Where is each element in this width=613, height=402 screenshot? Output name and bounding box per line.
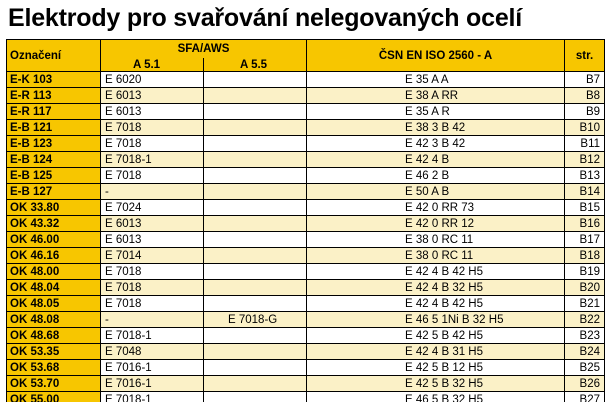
cell-iso: E 42 4 B 42 H5 <box>307 296 565 312</box>
cell-designation: OK 53.68 <box>7 360 101 376</box>
cell-a55 <box>204 264 307 280</box>
cell-page: B20 <box>565 280 605 296</box>
cell-designation: OK 48.05 <box>7 296 101 312</box>
cell-a55 <box>204 328 307 344</box>
header-row-1 <box>7 40 605 59</box>
table-row <box>7 296 605 312</box>
cell-a51: E 7018 <box>101 264 204 280</box>
cell-designation: OK 46.16 <box>7 248 101 264</box>
cell-designation: OK 48.00 <box>7 264 101 280</box>
cell-iso: E 42 5 B 42 H5 <box>307 328 565 344</box>
cell-designation: OK 53.35 <box>7 344 101 360</box>
cell-iso: E 42 5 B 32 H5 <box>307 376 565 392</box>
cell-a51: E 7018-1 <box>101 392 204 402</box>
cell-page: B27 <box>565 392 605 402</box>
cell-iso: E 42 0 RR 12 <box>307 216 565 232</box>
cell-designation: OK 33.80 <box>7 200 101 216</box>
cell-a51: E 6013 <box>101 232 204 248</box>
cell-page: B21 <box>565 296 605 312</box>
cell-designation: OK 48.04 <box>7 280 101 296</box>
cell-a51: E 6013 <box>101 216 204 232</box>
table-row <box>7 264 605 280</box>
cell-a51: E 7018 <box>101 136 204 152</box>
cell-page: B7 <box>565 72 605 88</box>
table-row <box>7 168 605 184</box>
cell-designation: E-R 117 <box>7 104 101 120</box>
table-row <box>7 344 605 360</box>
cell-designation: E-B 127 <box>7 184 101 200</box>
cell-iso: E 50 A B <box>307 184 565 200</box>
cell-a51: E 7016-1 <box>101 376 204 392</box>
cell-page: B18 <box>565 248 605 264</box>
table-header <box>7 40 605 72</box>
cell-page: B9 <box>565 104 605 120</box>
cell-a51: E 6013 <box>101 104 204 120</box>
cell-page: B15 <box>565 200 605 216</box>
table-row <box>7 360 605 376</box>
cell-a51: E 7018-1 <box>101 328 204 344</box>
table-body <box>7 72 605 402</box>
table-row <box>7 216 605 232</box>
cell-iso: E 42 5 B 12 H5 <box>307 360 565 376</box>
cell-designation: OK 48.08 <box>7 312 101 328</box>
table-row <box>7 392 605 402</box>
cell-page: B24 <box>565 344 605 360</box>
cell-a51: E 7014 <box>101 248 204 264</box>
cell-a55 <box>204 152 307 168</box>
cell-iso: E 38 3 B 42 <box>307 120 565 136</box>
electrode-table <box>6 39 605 402</box>
cell-a55 <box>204 232 307 248</box>
cell-a51: - <box>101 312 204 328</box>
cell-a55 <box>204 216 307 232</box>
table-row <box>7 120 605 136</box>
cell-iso: E 42 3 B 42 <box>307 136 565 152</box>
cell-page: B8 <box>565 88 605 104</box>
cell-a55 <box>204 376 307 392</box>
cell-designation: E-R 113 <box>7 88 101 104</box>
cell-a51: E 7048 <box>101 344 204 360</box>
table-row <box>7 152 605 168</box>
table-row <box>7 312 605 328</box>
cell-page: B22 <box>565 312 605 328</box>
header-sfa-aws: SFA/AWS <box>101 40 307 59</box>
cell-a51: E 7018 <box>101 168 204 184</box>
cell-designation: E-B 124 <box>7 152 101 168</box>
cell-designation: E-B 121 <box>7 120 101 136</box>
page-title: Elektrody pro svařování nelegovaných ocelí <box>8 4 523 32</box>
cell-page: B25 <box>565 360 605 376</box>
table-row <box>7 104 605 120</box>
cell-iso: E 42 4 B 32 H5 <box>307 280 565 296</box>
cell-page: B26 <box>565 376 605 392</box>
cell-designation: OK 48.68 <box>7 328 101 344</box>
table-row <box>7 232 605 248</box>
cell-a55 <box>204 200 307 216</box>
cell-a55 <box>204 360 307 376</box>
cell-a55 <box>204 136 307 152</box>
cell-iso: E 38 0 RC 11 <box>307 248 565 264</box>
table-row <box>7 200 605 216</box>
cell-a55 <box>204 88 307 104</box>
cell-iso: E 46 2 B <box>307 168 565 184</box>
cell-iso: E 38 0 RC 11 <box>307 232 565 248</box>
cell-a51: E 6020 <box>101 72 204 88</box>
cell-designation: OK 55.00 <box>7 392 101 402</box>
cell-a55: E 7018-G <box>204 312 307 328</box>
cell-iso: E 38 A RR <box>307 88 565 104</box>
cell-iso: E 35 A A <box>307 72 565 88</box>
table-row <box>7 184 605 200</box>
cell-designation: E-B 123 <box>7 136 101 152</box>
table-row <box>7 280 605 296</box>
header-page: str. <box>565 40 605 72</box>
cell-designation: OK 46.00 <box>7 232 101 248</box>
cell-a51: E 7018 <box>101 120 204 136</box>
cell-a55 <box>204 392 307 402</box>
cell-a51: E 6013 <box>101 88 204 104</box>
cell-a51: - <box>101 184 204 200</box>
cell-page: B13 <box>565 168 605 184</box>
cell-a55 <box>204 104 307 120</box>
cell-a51: E 7018 <box>101 280 204 296</box>
cell-page: B19 <box>565 264 605 280</box>
cell-page: B11 <box>565 136 605 152</box>
cell-iso: E 46 5 B 32 H5 <box>307 392 565 402</box>
table-row <box>7 136 605 152</box>
table-row <box>7 88 605 104</box>
table-row <box>7 248 605 264</box>
cell-page: B10 <box>565 120 605 136</box>
cell-a55 <box>204 168 307 184</box>
cell-designation: E-K 103 <box>7 72 101 88</box>
cell-page: B12 <box>565 152 605 168</box>
table-row <box>7 376 605 392</box>
header-a51: A 5.1 <box>101 58 204 72</box>
cell-a51: E 7018-1 <box>101 152 204 168</box>
cell-page: B23 <box>565 328 605 344</box>
cell-iso: E 42 4 B 31 H5 <box>307 344 565 360</box>
header-a55: A 5.5 <box>204 58 307 72</box>
table-row <box>7 328 605 344</box>
cell-page: B16 <box>565 216 605 232</box>
cell-iso: E 42 4 B 42 H5 <box>307 264 565 280</box>
cell-a55 <box>204 120 307 136</box>
cell-iso: E 35 A R <box>307 104 565 120</box>
cell-iso: E 46 5 1Ni B 32 H5 <box>307 312 565 328</box>
cell-a55 <box>204 184 307 200</box>
cell-a55 <box>204 248 307 264</box>
cell-designation: OK 43.32 <box>7 216 101 232</box>
cell-a55 <box>204 72 307 88</box>
header-designation: Označení <box>7 40 101 72</box>
cell-page: B17 <box>565 232 605 248</box>
cell-a51: E 7016-1 <box>101 360 204 376</box>
cell-a55 <box>204 296 307 312</box>
cell-a55 <box>204 280 307 296</box>
cell-designation: E-B 125 <box>7 168 101 184</box>
cell-iso: E 42 4 B <box>307 152 565 168</box>
cell-iso: E 42 0 RR 73 <box>307 200 565 216</box>
cell-page: B14 <box>565 184 605 200</box>
cell-a51: E 7018 <box>101 296 204 312</box>
cell-a51: E 7024 <box>101 200 204 216</box>
table-row <box>7 72 605 88</box>
cell-designation: OK 53.70 <box>7 376 101 392</box>
header-iso: ČSN EN ISO 2560 - A <box>307 40 565 72</box>
cell-a55 <box>204 344 307 360</box>
